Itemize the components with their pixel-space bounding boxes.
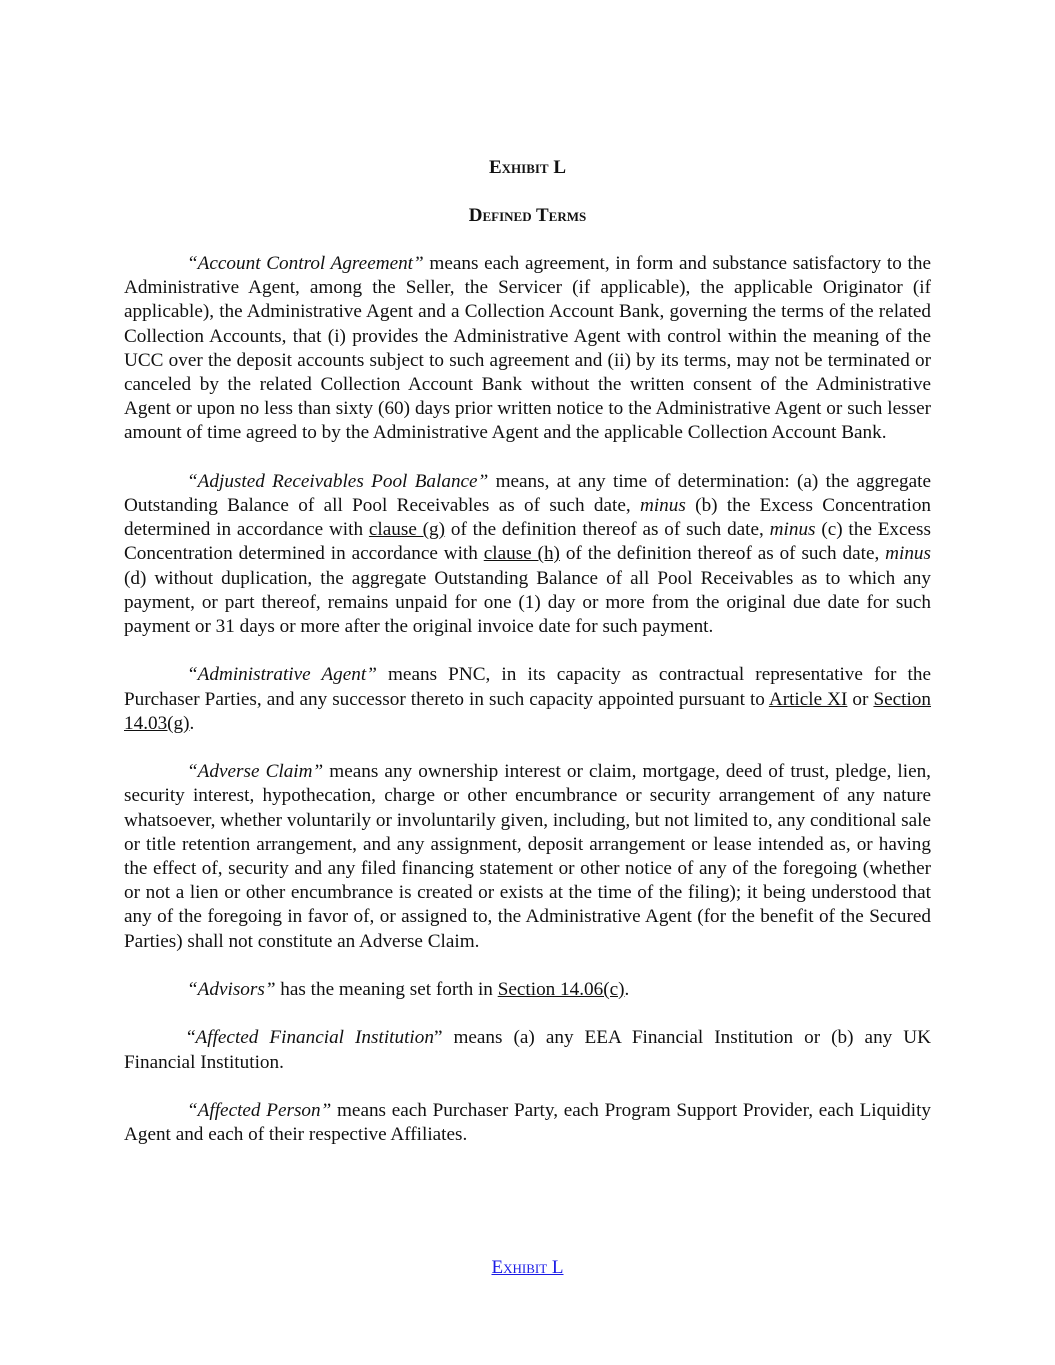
definition-text: means any ownership interest or claim, mortgage, deed of trust, pledge, lien, security interest, hypothecation, charge or other encumbrance or security arrangement of any nature whatsoever, whether voluntarily or involuntarily given, including, but not limited to, any conditional sale or title retention arrangement, and any assignment, deposit arrangement or lease intended as, or having the effect of, security and any filed financing statement or other notice of any of the foregoing (whether or not a lien or other encumbrance is created or exists at the time of the filing); it being understood that any of the foregoing in favor of, or assigned to, the Administrative Agent (for the benefit of the Secured Parties) shall not constitute an Adverse Claim. [124, 761, 931, 952]
defined-term: “Adverse Claim” [187, 761, 324, 783]
definition-text: of the definition thereof as of such date, [445, 519, 770, 541]
document-body [124, 156, 931, 1147]
minus-word: minus [885, 543, 931, 565]
defined-term: “Administrative Agent” [187, 664, 377, 686]
definition-affected-financial-institution [124, 1026, 931, 1074]
section-14-06-c-reference: Section 14.06(c) [497, 979, 625, 1001]
definition-account-control-agreement [124, 252, 931, 446]
section-title: Defined Terms [468, 205, 587, 226]
definition-text: (b) the Excess Concentration determined in accordance with [124, 495, 932, 541]
definition-adjusted-receivables-pool-balance [124, 470, 931, 639]
definition-administrative-agent [124, 663, 931, 736]
clause-h-reference: clause (h) [483, 543, 560, 565]
definition-text: . [624, 979, 630, 1001]
minus-word: minus [769, 519, 816, 541]
article-xi-reference: Article XI [768, 688, 848, 710]
definition-text: or [847, 688, 874, 710]
definition-text: means each Purchaser Party, each Program Support Provider, each Liquidity Agent and each of their respective Affiliates. [124, 1100, 931, 1146]
definition-text: ” means (a) any EEA Financial Institution or (b) any UK Financial Institution. [124, 1027, 931, 1073]
defined-term: “Affected Person” [187, 1100, 332, 1122]
defined-term: “Adjusted Receivables Pool Balance” [187, 470, 489, 492]
defined-term: “Account Control Agreement” [187, 253, 424, 274]
definition-text: means PNC, in its capacity as contractual representative for the Purchaser Parties, and any successor thereto in such capacity appointed pursuant to [124, 664, 931, 710]
definition-text: (c) the Excess Concentration determined in accordance with [124, 519, 931, 565]
section-14-03-g-reference: Section 14.03(g) [124, 688, 931, 734]
clause-g-reference: clause (g) [368, 519, 446, 541]
defined-term: Affected Financial Institution [195, 1027, 434, 1049]
definition-text: . [189, 712, 195, 734]
definition-affected-person [124, 1099, 931, 1147]
open-quote: “ [187, 1027, 196, 1049]
minus-word: minus [639, 495, 686, 517]
definition-text: of the definition thereof as of such date, [559, 543, 886, 565]
definition-text: has the meaning set forth in [275, 979, 498, 1001]
defined-term: “Advisors” [187, 979, 276, 1001]
exhibit-title: Exhibit L [488, 157, 567, 178]
definition-text: (d) without duplication, the aggregate Outstanding Balance of all Pool Receivables as to which any payment, or part thereof, remains unpaid for one (1) day or more from the original due date for such payment or 31 days or more after the original invoice date for such payment. [124, 567, 931, 638]
definition-text: means each agreement, in form and substance satisfactory to the Administrative Agent, among the Seller, the Servicer (if applicable), the applicable Originator (if applicable), the Administrative Agent and a Collection Account Bank, governing the terms of the related Collection Accounts, that (i) provides the Administrative Agent with control within the meaning of the UCC over the deposit accounts subject to such agreement and (ii) by its terms, may not be terminated or canceled by the related Collection Account Bank without the written consent of the Administrative Agent or upon no less than sixty (60) days prior written notice to the Administrative Agent or such lesser amount of time agreed to by the Administrative Agent and the applicable Collection Account Bank. [124, 253, 931, 444]
footer-exhibit-link[interactable]: Exhibit L [491, 1257, 564, 1278]
definition-text: means, at any time of determination: (a) the aggregate Outstanding Balance of all Pool Receivables as of such date, [124, 470, 931, 517]
definition-advisors [124, 978, 931, 1002]
definition-adverse-claim [124, 760, 931, 954]
